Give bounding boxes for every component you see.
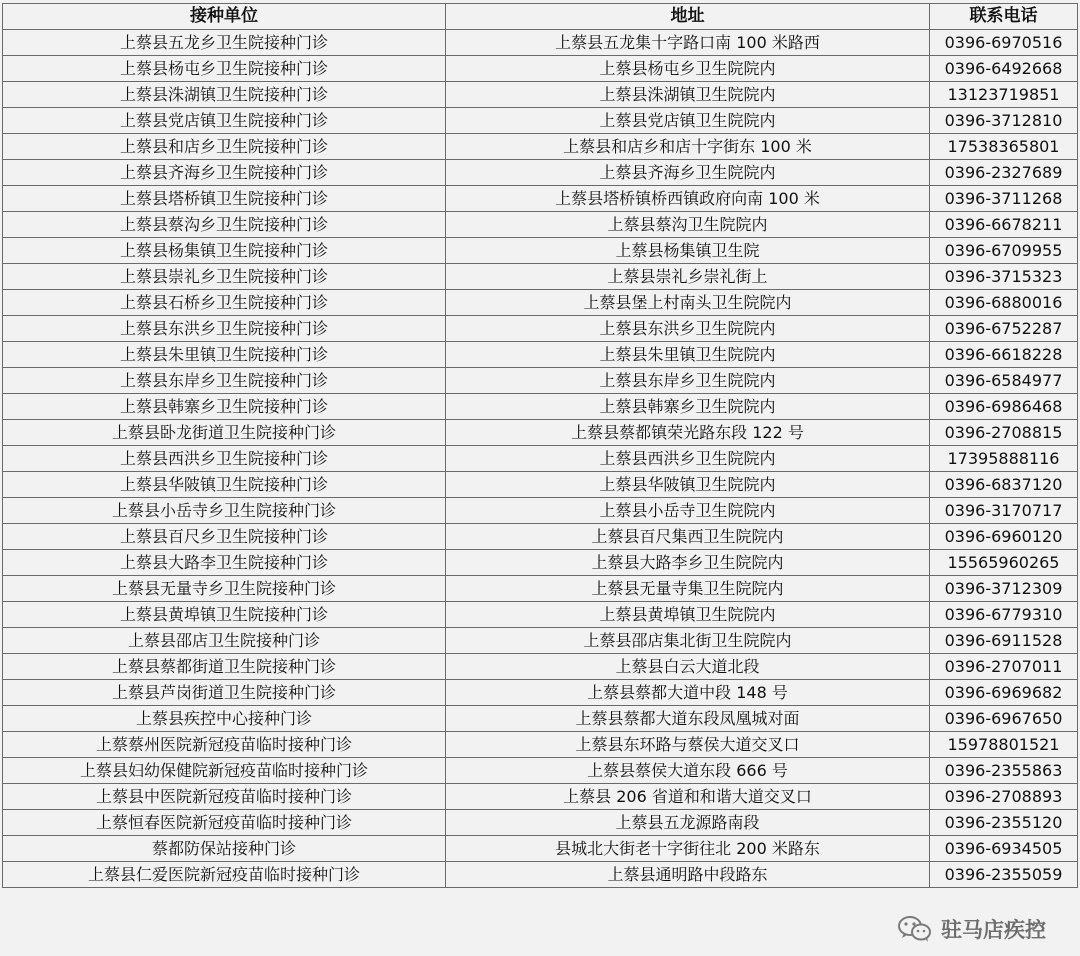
address-cell: 上蔡县蔡侯大道东段 666 号 — [446, 758, 930, 784]
unit-cell: 上蔡县石桥乡卫生院接种门诊 — [3, 290, 446, 316]
table-row — [3, 420, 1078, 446]
table-row — [3, 108, 1078, 134]
address-cell: 上蔡县塔桥镇桥西镇政府向南 100 米 — [446, 186, 930, 212]
phone-cell: 13123719851 — [930, 82, 1078, 108]
unit-cell: 蔡都防保站接种门诊 — [3, 836, 446, 862]
phone-cell: 0396-6967650 — [930, 706, 1078, 732]
address-cell: 上蔡县蔡都大道中段 148 号 — [446, 680, 930, 706]
table-row — [3, 56, 1078, 82]
address-cell: 上蔡县杨集镇卫生院 — [446, 238, 930, 264]
table-row — [3, 316, 1078, 342]
address-cell: 上蔡县五龙集十字路口南 100 米路西 — [446, 30, 930, 56]
phone-cell: 17395888116 — [930, 446, 1078, 472]
phone-cell: 0396-6678211 — [930, 212, 1078, 238]
wechat-icon — [897, 914, 933, 944]
unit-cell: 上蔡县无量寺乡卫生院接种门诊 — [3, 576, 446, 602]
unit-cell: 上蔡县杨屯乡卫生院接种门诊 — [3, 56, 446, 82]
unit-cell: 上蔡县百尺乡卫生院接种门诊 — [3, 524, 446, 550]
table-row — [3, 706, 1078, 732]
phone-cell: 0396-6492668 — [930, 56, 1078, 82]
unit-cell: 上蔡县崇礼乡卫生院接种门诊 — [3, 264, 446, 290]
unit-cell: 上蔡县洙湖镇卫生院接种门诊 — [3, 82, 446, 108]
unit-cell: 上蔡恒春医院新冠疫苗临时接种门诊 — [3, 810, 446, 836]
phone-cell: 0396-6986468 — [930, 394, 1078, 420]
address-cell: 上蔡县齐海乡卫生院院内 — [446, 160, 930, 186]
table-row — [3, 602, 1078, 628]
phone-cell: 0396-6584977 — [930, 368, 1078, 394]
phone-cell: 0396-6618228 — [930, 342, 1078, 368]
address-cell: 上蔡县韩寨乡卫生院院内 — [446, 394, 930, 420]
unit-cell: 上蔡县疾控中心接种门诊 — [3, 706, 446, 732]
table-row — [3, 628, 1078, 654]
table-row — [3, 784, 1078, 810]
watermark-text: 驻马店疾控 — [941, 918, 1046, 942]
address-cell: 上蔡县东环路与蔡侯大道交叉口 — [446, 732, 930, 758]
table-header-row — [3, 4, 1078, 30]
phone-cell: 0396-6779310 — [930, 602, 1078, 628]
address-cell: 上蔡县 206 省道和和谐大道交叉口 — [446, 784, 930, 810]
unit-cell: 上蔡县仁爱医院新冠疫苗临时接种门诊 — [3, 862, 446, 888]
phone-cell: 15565960265 — [930, 550, 1078, 576]
unit-cell: 上蔡县大路李卫生院接种门诊 — [3, 550, 446, 576]
phone-cell: 0396-2355059 — [930, 862, 1078, 888]
phone-cell: 0396-3712810 — [930, 108, 1078, 134]
phone-cell: 0396-6934505 — [930, 836, 1078, 862]
address-cell: 上蔡县小岳寺卫生院院内 — [446, 498, 930, 524]
vaccination-sites-table — [2, 3, 1078, 888]
address-cell: 上蔡县黄埠镇卫生院院内 — [446, 602, 930, 628]
address-cell: 上蔡县和店乡和店十字街东 100 米 — [446, 134, 930, 160]
address-cell: 上蔡县通明路中段路东 — [446, 862, 930, 888]
table-row — [3, 342, 1078, 368]
unit-cell: 上蔡县杨集镇卫生院接种门诊 — [3, 238, 446, 264]
phone-cell: 0396-6880016 — [930, 290, 1078, 316]
address-cell: 上蔡县蔡沟卫生院院内 — [446, 212, 930, 238]
unit-cell: 上蔡县西洪乡卫生院接种门诊 — [3, 446, 446, 472]
table-row — [3, 186, 1078, 212]
address-cell: 上蔡县邵店集北街卫生院院内 — [446, 628, 930, 654]
phone-cell: 0396-6752287 — [930, 316, 1078, 342]
unit-cell: 上蔡县东洪乡卫生院接种门诊 — [3, 316, 446, 342]
table-row — [3, 732, 1078, 758]
unit-cell: 上蔡县韩寨乡卫生院接种门诊 — [3, 394, 446, 420]
table-row — [3, 576, 1078, 602]
table-row — [3, 446, 1078, 472]
table-row — [3, 212, 1078, 238]
table-row — [3, 160, 1078, 186]
unit-cell: 上蔡县邵店卫生院接种门诊 — [3, 628, 446, 654]
table-row — [3, 680, 1078, 706]
watermark — [897, 914, 1046, 944]
table-row — [3, 264, 1078, 290]
table-row — [3, 862, 1078, 888]
table-row — [3, 472, 1078, 498]
unit-cell: 上蔡县塔桥镇卫生院接种门诊 — [3, 186, 446, 212]
phone-cell: 0396-6970516 — [930, 30, 1078, 56]
unit-cell: 上蔡县蔡沟乡卫生院接种门诊 — [3, 212, 446, 238]
unit-cell: 上蔡县东岸乡卫生院接种门诊 — [3, 368, 446, 394]
address-cell: 上蔡县东洪乡卫生院院内 — [446, 316, 930, 342]
table-row — [3, 368, 1078, 394]
phone-cell: 0396-3170717 — [930, 498, 1078, 524]
unit-cell: 上蔡县和店乡卫生院接种门诊 — [3, 134, 446, 160]
address-cell: 上蔡县无量寺集卫生院院内 — [446, 576, 930, 602]
table-row — [3, 134, 1078, 160]
address-cell: 上蔡县白云大道北段 — [446, 654, 930, 680]
address-cell: 上蔡县华陂镇卫生院院内 — [446, 472, 930, 498]
phone-cell: 17538365801 — [930, 134, 1078, 160]
table-row — [3, 524, 1078, 550]
phone-cell: 0396-6837120 — [930, 472, 1078, 498]
address-cell: 上蔡县东岸乡卫生院院内 — [446, 368, 930, 394]
unit-cell: 上蔡县五龙乡卫生院接种门诊 — [3, 30, 446, 56]
unit-cell: 上蔡县黄埠镇卫生院接种门诊 — [3, 602, 446, 628]
phone-cell: 0396-2708815 — [930, 420, 1078, 446]
table-row — [3, 836, 1078, 862]
table-row — [3, 498, 1078, 524]
unit-cell: 上蔡县中医院新冠疫苗临时接种门诊 — [3, 784, 446, 810]
table-row — [3, 82, 1078, 108]
header-address: 地址 — [446, 4, 930, 30]
phone-cell: 0396-3715323 — [930, 264, 1078, 290]
unit-cell: 上蔡县华陂镇卫生院接种门诊 — [3, 472, 446, 498]
phone-cell: 0396-2707011 — [930, 654, 1078, 680]
phone-cell: 0396-6911528 — [930, 628, 1078, 654]
table-row — [3, 810, 1078, 836]
address-cell: 上蔡县西洪乡卫生院院内 — [446, 446, 930, 472]
address-cell: 上蔡县朱里镇卫生院院内 — [446, 342, 930, 368]
header-phone: 联系电话 — [930, 4, 1078, 30]
address-cell: 上蔡县洙湖镇卫生院院内 — [446, 82, 930, 108]
phone-cell: 0396-6960120 — [930, 524, 1078, 550]
address-cell: 上蔡县百尺集西卫生院院内 — [446, 524, 930, 550]
table-row — [3, 30, 1078, 56]
phone-cell: 0396-3712309 — [930, 576, 1078, 602]
address-cell: 上蔡县杨屯乡卫生院院内 — [446, 56, 930, 82]
phone-cell: 0396-6969682 — [930, 680, 1078, 706]
unit-cell: 上蔡县党店镇卫生院接种门诊 — [3, 108, 446, 134]
table-row — [3, 654, 1078, 680]
unit-cell: 上蔡县朱里镇卫生院接种门诊 — [3, 342, 446, 368]
table-row — [3, 758, 1078, 784]
table-row — [3, 394, 1078, 420]
table-row — [3, 550, 1078, 576]
phone-cell: 0396-3711268 — [930, 186, 1078, 212]
phone-cell: 0396-2708893 — [930, 784, 1078, 810]
phone-cell: 0396-6709955 — [930, 238, 1078, 264]
unit-cell: 上蔡县芦岗街道卫生院接种门诊 — [3, 680, 446, 706]
address-cell: 上蔡县堡上村南头卫生院院内 — [446, 290, 930, 316]
address-cell: 上蔡县崇礼乡崇礼街上 — [446, 264, 930, 290]
address-cell: 上蔡县蔡都镇荣光路东段 122 号 — [446, 420, 930, 446]
unit-cell: 上蔡县妇幼保健院新冠疫苗临时接种门诊 — [3, 758, 446, 784]
table-row — [3, 290, 1078, 316]
unit-cell: 上蔡蔡州医院新冠疫苗临时接种门诊 — [3, 732, 446, 758]
unit-cell: 上蔡县卧龙街道卫生院接种门诊 — [3, 420, 446, 446]
phone-cell: 0396-2355120 — [930, 810, 1078, 836]
address-cell: 上蔡县蔡都大道东段凤凰城对面 — [446, 706, 930, 732]
header-unit: 接种单位 — [3, 4, 446, 30]
address-cell: 上蔡县党店镇卫生院院内 — [446, 108, 930, 134]
phone-cell: 0396-2355863 — [930, 758, 1078, 784]
unit-cell: 上蔡县蔡都街道卫生院接种门诊 — [3, 654, 446, 680]
address-cell: 上蔡县大路李乡卫生院院内 — [446, 550, 930, 576]
unit-cell: 上蔡县齐海乡卫生院接种门诊 — [3, 160, 446, 186]
phone-cell: 15978801521 — [930, 732, 1078, 758]
table-row — [3, 238, 1078, 264]
phone-cell: 0396-2327689 — [930, 160, 1078, 186]
address-cell: 上蔡县五龙源路南段 — [446, 810, 930, 836]
address-cell: 县城北大街老十字街往北 200 米路东 — [446, 836, 930, 862]
unit-cell: 上蔡县小岳寺乡卫生院接种门诊 — [3, 498, 446, 524]
